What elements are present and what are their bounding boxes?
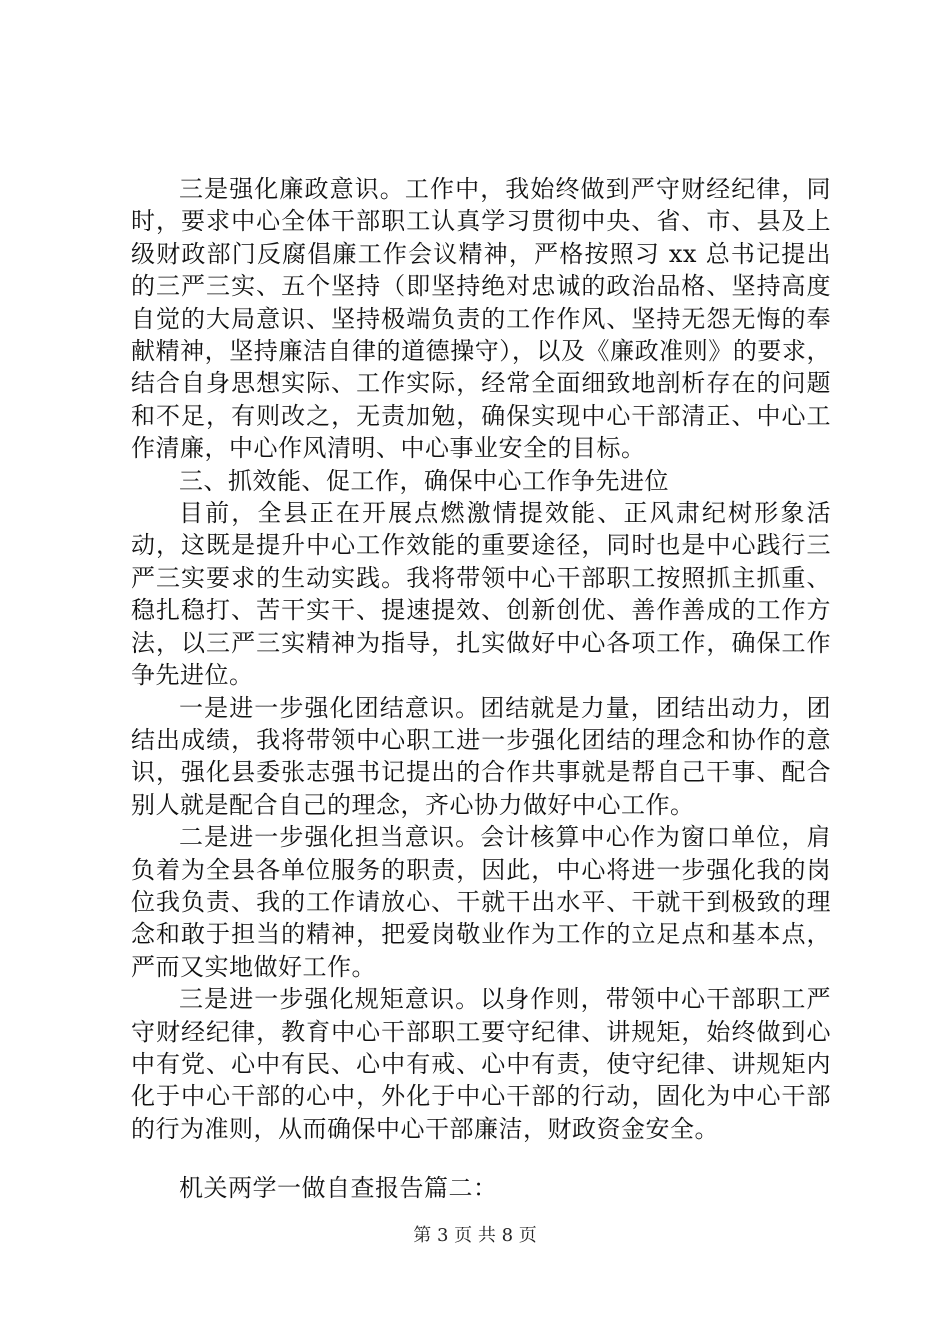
page-footer xyxy=(0,1224,950,1248)
paragraph-rules-awareness: 三是进一步强化规矩意识。以身作则，带领中心干部职工严守财经纪律，教育中心干部职工要守纪律、讲规矩，始终做到心中有党、心中有民、心中有戒、心中有责，使守纪律、讲规矩内化于中心干部的心中，外化于中心干部的行动，固化为中心干部的行为准则，从而确保中心干部廉洁，财政资金安全。 xyxy=(131,985,831,1143)
page-indicator: 第 3 页 共 8 页 xyxy=(413,1225,537,1246)
paragraph-current-activities: 目前，全县正在开展点燃激情提效能、正风肃纪树形象活动，这既是提升中心工作效能的重要途径，同时也是中心践行三严三实要求的生动实践。我将带领中心干部职工按照抓主抓重、稳扎稳打、苦干实干、提速提效、创新创优、善作善成的工作方法，以三严三实精神为指导，扎实做好中心各项工作，确保工作争先进位。 xyxy=(131,499,831,690)
chapter-heading: 机关两学一做自查报告篇二： xyxy=(179,1174,498,1203)
document-body xyxy=(131,173,831,1205)
paragraph-unity-awareness: 一是进一步强化团结意识。团结就是力量，团结出动力，团结出成绩，我将带领中心职工进一步强化团结的理念和协作的意识，强化县委张志强书记提出的合作共事就是帮自己干事、配合别人就是配合自己的理念，齐心协力做好中心工作。 xyxy=(131,693,831,819)
paragraph-integrity-awareness: 三是强化廉政意识。工作中，我始终做到严守财经纪律，同时，要求中心全体干部职工认真学习贯彻中央、省、市、县及上级财政部门反腐倡廉工作会议精神，严格按照习 xx 总书记提出的三严三实、五个坚持（即坚持绝对忠诚的政治品格、坚持高度自觉的大局意识、坚持极端负责的工作作风、坚持无怨无悔的奉献精神，坚持廉洁自律的道德操守），以及《廉政准则》的要求，结合自身思想实际、工作实际，经常全面细致地剖析存在的问题和不足，有则改之，无责加勉，确保实现中心干部清正、中心工作清廉，中心作风清明、中心事业安全的目标。 xyxy=(131,175,831,463)
paragraph-responsibility-awareness: 二是进一步强化担当意识。会计核算中心作为窗口单位，肩负着为全县各单位服务的职责，因此，中心将进一步强化我的岗位我负责、我的工作请放心、干就干出水平、干就干到极致的理念和敢于担当的精神，把爱岗敬业作为工作的立足点和基本点，严而又实地做好工作。 xyxy=(131,823,831,981)
section-heading-efficiency: 三、抓效能、促工作，确保中心工作争先进位 xyxy=(179,466,669,495)
